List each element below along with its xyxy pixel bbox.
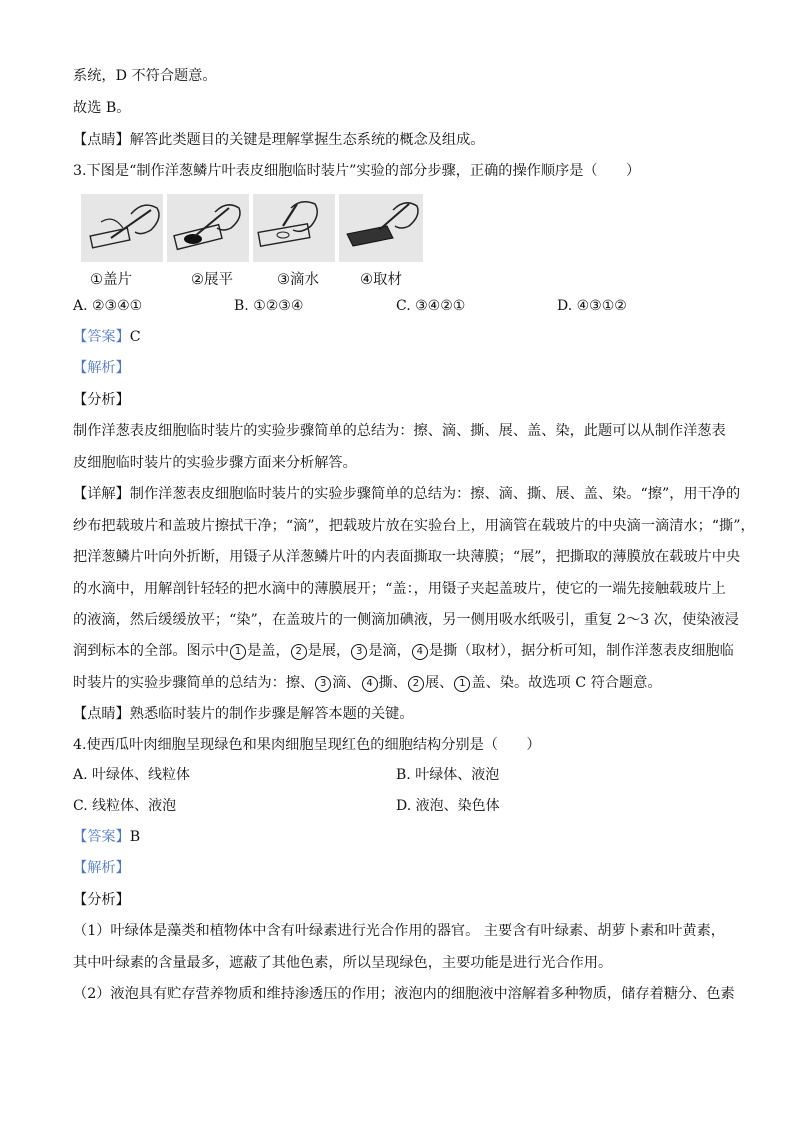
text-line: 的水滴中，用解剖针轻轻的把水滴中的薄膜展开；“盖：，用镊子夹起盖玻片，使它的一端先接触载玻片上: [73, 581, 726, 597]
q4-option-c: C. 线粒体、液泡: [73, 798, 177, 814]
text-line: 其中叶绿素的含量最多，遮蔽了其他色素，所以呈现绿色，主要功能是进行光合作用。: [73, 955, 613, 971]
text-line: 【详解】制作洋葱表皮细胞临时装片的实验步骤简单的总结为：擦、滴、撕、展、盖、染。“擦”，用干净的: [73, 486, 741, 502]
text-line: 的液滴，然后缓缓放平；“染”，在盖玻片的一侧滴加碘液，另一侧用吸水纸吸引，重复 2～3 次，使染液浸: [73, 612, 739, 628]
text-line: 皮细胞临时装片的实验步骤方面来分析解答。: [73, 455, 357, 471]
q4-option-d: D. 液泡、染色体: [396, 798, 500, 814]
text-line: 把洋葱鳞片叶向外折断，用镊子从洋葱鳞片叶的内表面撕取一块薄膜；“展”，把撕取的薄膜放在载玻片中央: [73, 549, 741, 565]
figure-label-3: ③滴水: [277, 272, 319, 288]
q4-fenxi-label: 【分析】: [73, 892, 130, 908]
step-3-image: [253, 194, 335, 262]
text-line: 时装片的实验步骤简单的总结为：擦、 3 滴、 4 撕、 2 展、 1 盖、染。故选项 C 符合题意。: [73, 675, 662, 691]
text-line: 润到标本的全部。图示中 1 是盖， 2 是展， 3 是滴， 4 是撕（取材），据分析可知，制作洋葱表皮细胞临: [73, 643, 734, 659]
q4-option-a: A. 叶绿体、线粒体: [73, 767, 191, 783]
question-4: 4.使西瓜叶肉细胞呈现绿色和果肉细胞呈现红色的细胞结构分别是（ ）: [73, 737, 541, 753]
step-2-image: [167, 194, 249, 262]
q3-option-c: C. ③④②①: [396, 298, 466, 314]
text-line: 纱布把载玻片和盖玻片擦拭干净；“滴”，把载玻片放在实验台上，用滴管在载玻片的中央滴一滴清水；“撕”，: [73, 518, 755, 534]
q4-jiexi-label: 【解析】: [73, 860, 130, 876]
q3-answer: 【答案】C: [73, 329, 141, 345]
figure-label-2: ②展平: [191, 272, 233, 288]
q3-fenxi-label: 【分析】: [73, 392, 130, 408]
text-line: （2）液泡具有贮存营养物质和维持渗透压的作用；液泡内的细胞液中溶解着多种物质，储存着糖分、色素: [73, 986, 735, 1002]
text-line: 故选 B。: [73, 100, 131, 116]
experiment-steps-figure: [81, 194, 426, 264]
text-line: （1）叶绿体是藻类和植物体中含有叶绿素进行光合作用的器官。 主要含有叶绿素、胡萝卜素和叶黄素，: [73, 923, 725, 939]
q3-jiexi-label: 【解析】: [73, 360, 130, 376]
step-1-image: [81, 194, 163, 262]
comment-line: 【点睛】熟悉临时装片的制作步骤是解答本题的关键。: [73, 706, 414, 722]
question-3: 3.下图是“制作洋葱鳞片叶表皮细胞临时装片”实验的部分步骤，正确的操作顺序是（ ）: [73, 163, 641, 179]
q3-option-d: D. ④③①②: [557, 298, 627, 314]
figure-label-4: ④取材: [360, 272, 402, 288]
figure-label-1: ①盖片: [90, 272, 132, 288]
q3-option-a: A. ②③④①: [73, 298, 143, 314]
q3-option-b: B. ①②③④: [234, 298, 304, 314]
q4-answer: 【答案】B: [73, 829, 141, 845]
q4-option-b: B. 叶绿体、液泡: [396, 767, 500, 783]
text-line: 制作洋葱表皮细胞临时装片的实验步骤简单的总结为：擦、滴、撕、展、盖、染，此题可以从制作洋葱表: [73, 423, 726, 439]
comment-line: 【点睛】解答此类题目的关键是理解掌握生态系统的概念及组成。: [73, 132, 485, 148]
step-4-image: [339, 194, 423, 262]
text-line: 系统，D 不符合题意。: [73, 68, 217, 84]
